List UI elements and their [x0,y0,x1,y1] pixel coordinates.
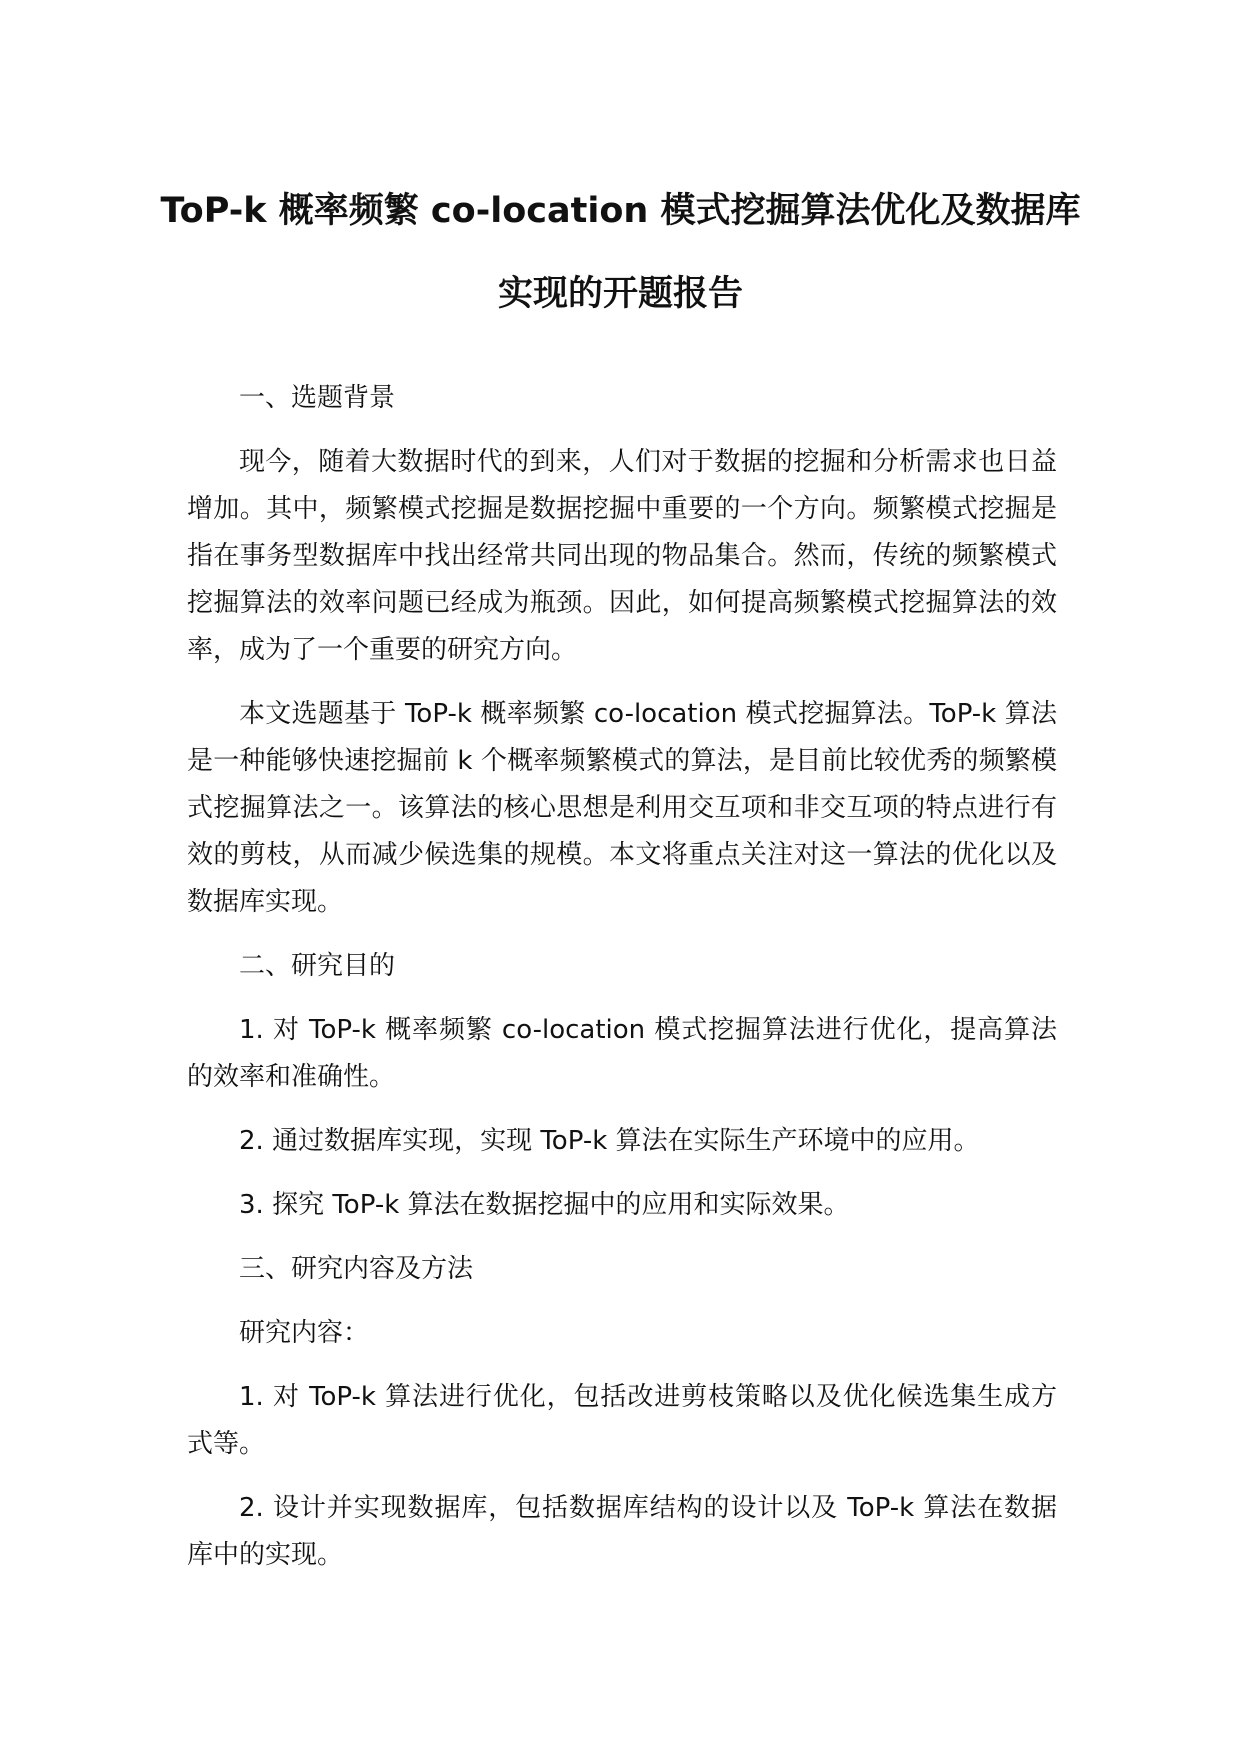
document-title: ToP-k 概率频繁 co-location 模式挖掘算法优化及数据库实现的开题报告 [160,191,1081,314]
content-item-1: 1. 对 ToP-k 算法进行优化，包括改进剪枝策略以及优化候选集生成方式等。 [187,1382,1057,1459]
section-heading-purpose: 二、研究目的 [239,951,396,981]
purpose-item-1: 1. 对 ToP-k 概率频繁 co-location 模式挖掘算法进行优化，提高算法的效率和准确性。 [187,1015,1057,1092]
purpose-item-2: 2. 通过数据库实现，实现 ToP-k 算法在实际生产环境中的应用。 [239,1126,980,1156]
subheading-research-content: 研究内容： [239,1318,370,1348]
section-heading-content-methods: 三、研究内容及方法 [239,1254,474,1284]
content-item-2: 2. 设计并实现数据库，包括数据库结构的设计以及 ToP-k 算法在数据库中的实现。 [187,1493,1057,1570]
section-heading-background: 一、选题背景 [239,383,396,413]
document-body [187,375,1057,1596]
purpose-item-3: 3. 探究 ToP-k 算法在数据挖掘中的应用和实际效果。 [239,1190,850,1220]
paragraph-background-2: 本文选题基于 ToP-k 概率频繁 co-location 模式挖掘算法。ToP-k 算法是一种能够快速挖掘前 k 个概率频繁模式的算法，是目前比较优秀的频繁模式挖掘算法之一。该算法的核心思想是利用交互项和非交互项的特点进行有效的剪枝，从而减少候选集的规模。本文将重点关注对这一算法的优化以及数据库实现。 [187,699,1057,917]
paragraph-background-1: 现今，随着大数据时代的到来，人们对于数据的挖掘和分析需求也日益增加。其中，频繁模式挖掘是数据挖掘中重要的一个方向。频繁模式挖掘是指在事务型数据库中找出经常共同出现的物品集合。然而，传统的频繁模式挖掘算法的效率问题已经成为瓶颈。因此，如何提高频繁模式挖掘算法的效率，成为了一个重要的研究方向。 [187,447,1057,665]
